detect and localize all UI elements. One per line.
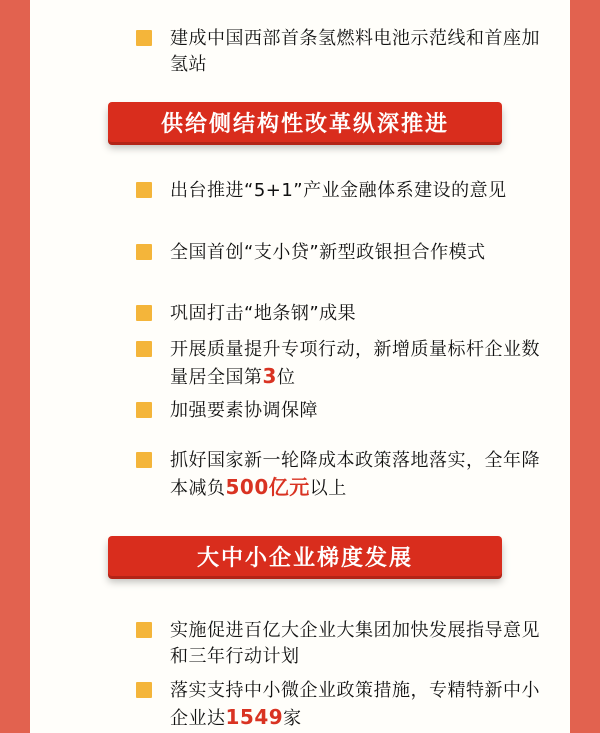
- highlight-number: 500亿元: [225, 475, 310, 499]
- section-title: 大中小企业梯度发展: [196, 545, 413, 571]
- list-item-text: 开展质量提升专项行动，新增质量标杆企业数量居全国第3位: [170, 339, 540, 388]
- list-item-text: 全国首创“支小贷”新型政银担合作模式: [170, 242, 486, 263]
- bullet-icon: [136, 182, 152, 198]
- highlight-number: 3: [262, 364, 277, 388]
- bullet-icon: [136, 622, 152, 638]
- bullet-icon: [136, 305, 152, 321]
- list-item-text: 巩固打击“地条钢”成果: [170, 303, 357, 324]
- bullet-icon: [136, 682, 152, 698]
- list-item-text: 落实支持中小微企业政策措施，专精特新中小企业达1549家: [170, 680, 540, 729]
- bullet-icon: [136, 341, 152, 357]
- list-item-text: 建成中国西部首条氢燃料电池示范线和首座加氢站: [170, 28, 540, 75]
- bullet-icon: [136, 452, 152, 468]
- list-item-text: 加强要素协调保障: [170, 400, 318, 421]
- section-banner-supply-side-reform: [108, 102, 502, 142]
- bullet-icon: [136, 402, 152, 418]
- content-panel: [30, 0, 570, 733]
- list-item-text: 抓好国家新一轮降成本政策落地落实，全年降本减负500亿元以上: [170, 450, 540, 499]
- highlight-number: 1549: [225, 705, 284, 729]
- list-item-text: 实施促进百亿大企业大集团加快发展指导意见和三年行动计划: [170, 620, 540, 667]
- section-banner-enterprise-development: [108, 536, 502, 576]
- bullet-icon: [136, 30, 152, 46]
- list-item-text: 出台推进“5+1”产业金融体系建设的意见: [170, 180, 507, 201]
- bullet-icon: [136, 244, 152, 260]
- section-title: 供给侧结构性改革纵深推进: [160, 111, 449, 137]
